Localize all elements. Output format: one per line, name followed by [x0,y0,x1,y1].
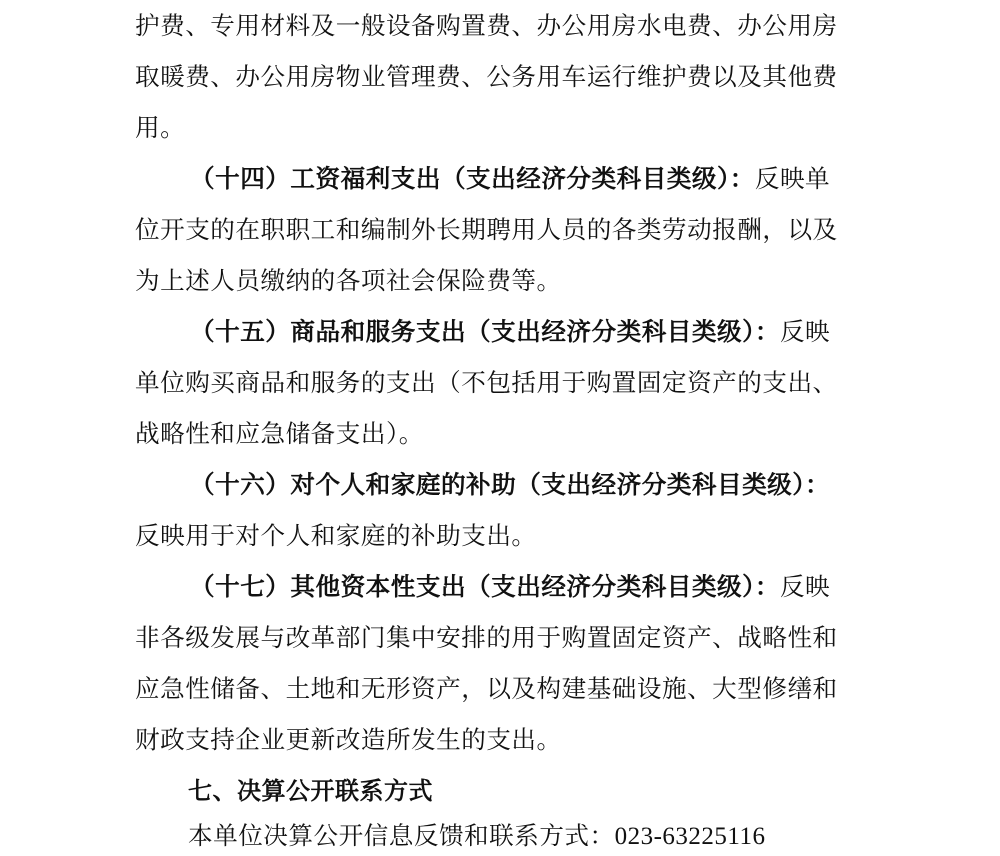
item-15-line: 战略性和应急储备支出）。 [135,419,424,448]
item-14-title: （十四）工资福利支出（支出经济分类科目类级）： [190,164,755,193]
item-15-text: 反映 [779,317,831,346]
item-14-text: 反映单 [754,164,831,193]
item-17-line: 财政支持企业更新改造所发生的支出。 [135,725,562,754]
item-17-title: （十七）其他资本性支出（支出经济分类科目类级）： [190,572,780,601]
paragraph-line: 护费、专用材料及一般设备购置费、办公用房水电费、办公用房 [135,11,838,40]
item-17-line: 应急性储备、土地和无形资产，以及构建基础设施、大型修缮和 [135,674,838,703]
item-16-first-line [190,469,830,501]
item-14-line: 为上述人员缴纳的各项社会保险费等。 [135,266,562,295]
contact-label: 本单位决算公开信息反馈和联系方式： [188,821,615,850]
item-17-line: 非各级发展与改革部门集中安排的用于购置固定资产、战略性和 [135,623,838,652]
contact-phone: 023-63225116 [614,823,766,850]
item-15-title: （十五）商品和服务支出（支出经济分类科目类级）： [190,317,780,346]
item-16-title: （十六）对个人和家庭的补助（支出经济分类科目类级）： [190,470,831,499]
item-14-line: 位开支的在职职工和编制外长期聘用人员的各类劳动报酬，以及 [135,215,838,244]
item-15-first-line [190,316,830,348]
item-16-line: 反映用于对个人和家庭的补助支出。 [135,521,537,550]
section-heading: 七、决算公开联系方式 [188,777,433,805]
paragraph-line: 用。 [135,113,186,142]
paragraph-line: 取暖费、办公用房物业管理费、公务用车运行维护费以及其他费 [135,62,838,91]
item-17-text: 反映 [779,572,831,601]
item-17-first-line [190,571,830,603]
contact-line [188,820,766,853]
item-14-first-line [190,163,830,195]
item-15-line: 单位购买商品和服务的支出（不包括用于购置固定资产的支出、 [135,368,838,397]
